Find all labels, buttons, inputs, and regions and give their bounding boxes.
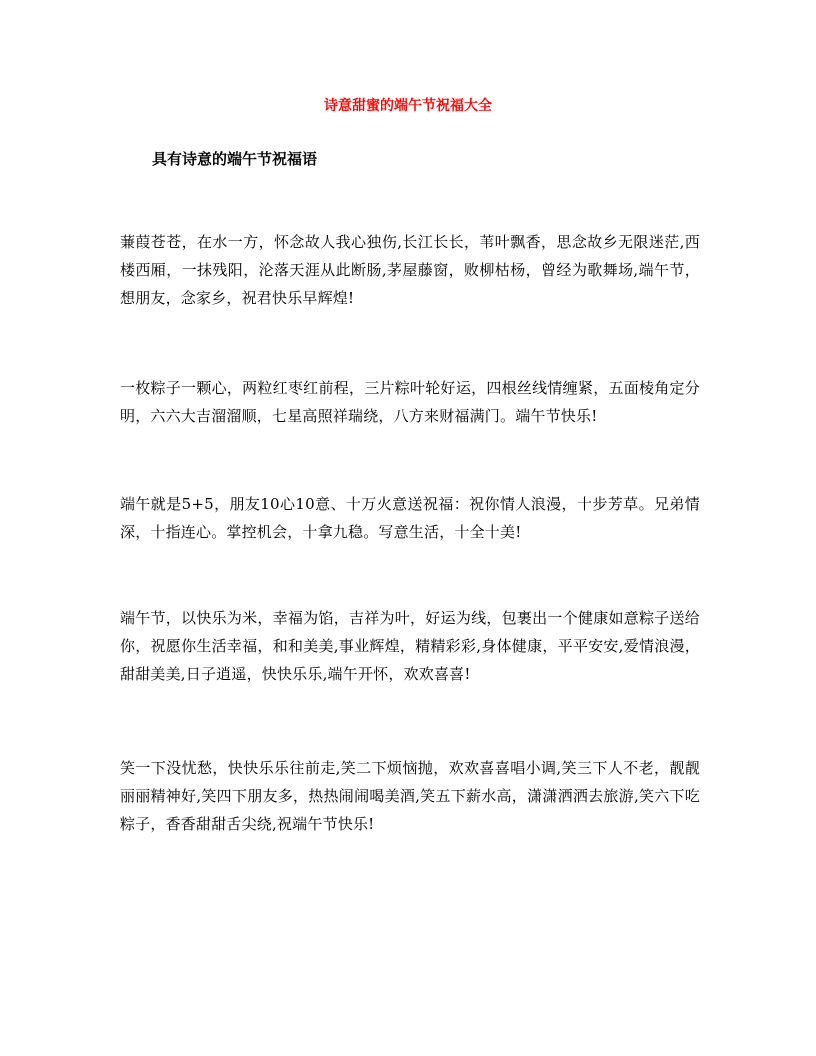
paragraph-1: 蒹葭苍苍，在水一方，怀念故人我心独伤,长江长长，苇叶飘香，思念故乡无限迷茫,西楼西厢，一抹残阳，沦落天涯从此断肠,茅屋藤窗，败柳枯杨，曾经为歌舞场,端午节，想朋友，念家乡，祝君快乐早辉煌! — [120, 233, 700, 307]
paragraph-3: 端午就是5+5，朋友10心10意、十万火意送祝福：祝你情人浪漫，十步芳草。兄弟情深，十指连心。掌控机会，十拿九稳。写意生活，十全十美! — [120, 495, 700, 541]
section-heading: 具有诗意的端午节祝福语 — [152, 150, 318, 168]
paragraph-4: 端午节，以快乐为米，幸福为馅，吉祥为叶，好运为线，包裹出一个健康如意粽子送给你，祝愿你生活幸福，和和美美,事业辉煌，精精彩彩,身体健康，平平安安,爱情浪漫，甜甜美美,日子逍遥，快快乐乐,端午开怀，欢欢喜喜! — [120, 609, 700, 683]
document-title: 诗意甜蜜的端午节祝福大全 — [324, 98, 492, 114]
paragraph-5: 笑一下没忧愁，快快乐乐往前走,笑二下烦恼抛，欢欢喜喜唱小调,笑三下人不老，靓靓丽丽精神好,笑四下朋友多，热热闹闹喝美酒,笑五下薪水高，潇潇洒洒去旅游,笑六下吃粽子，香香甜甜舌尖绕,祝端午节快乐! — [120, 759, 700, 833]
paragraph-2: 一枚粽子一颗心，两粒红枣红前程，三片粽叶轮好运，四根丝线情缠紧，五面棱角定分明，六六大吉溜溜顺，七星高照祥瑞绕，八方来财福满门。端午节快乐! — [120, 379, 700, 425]
